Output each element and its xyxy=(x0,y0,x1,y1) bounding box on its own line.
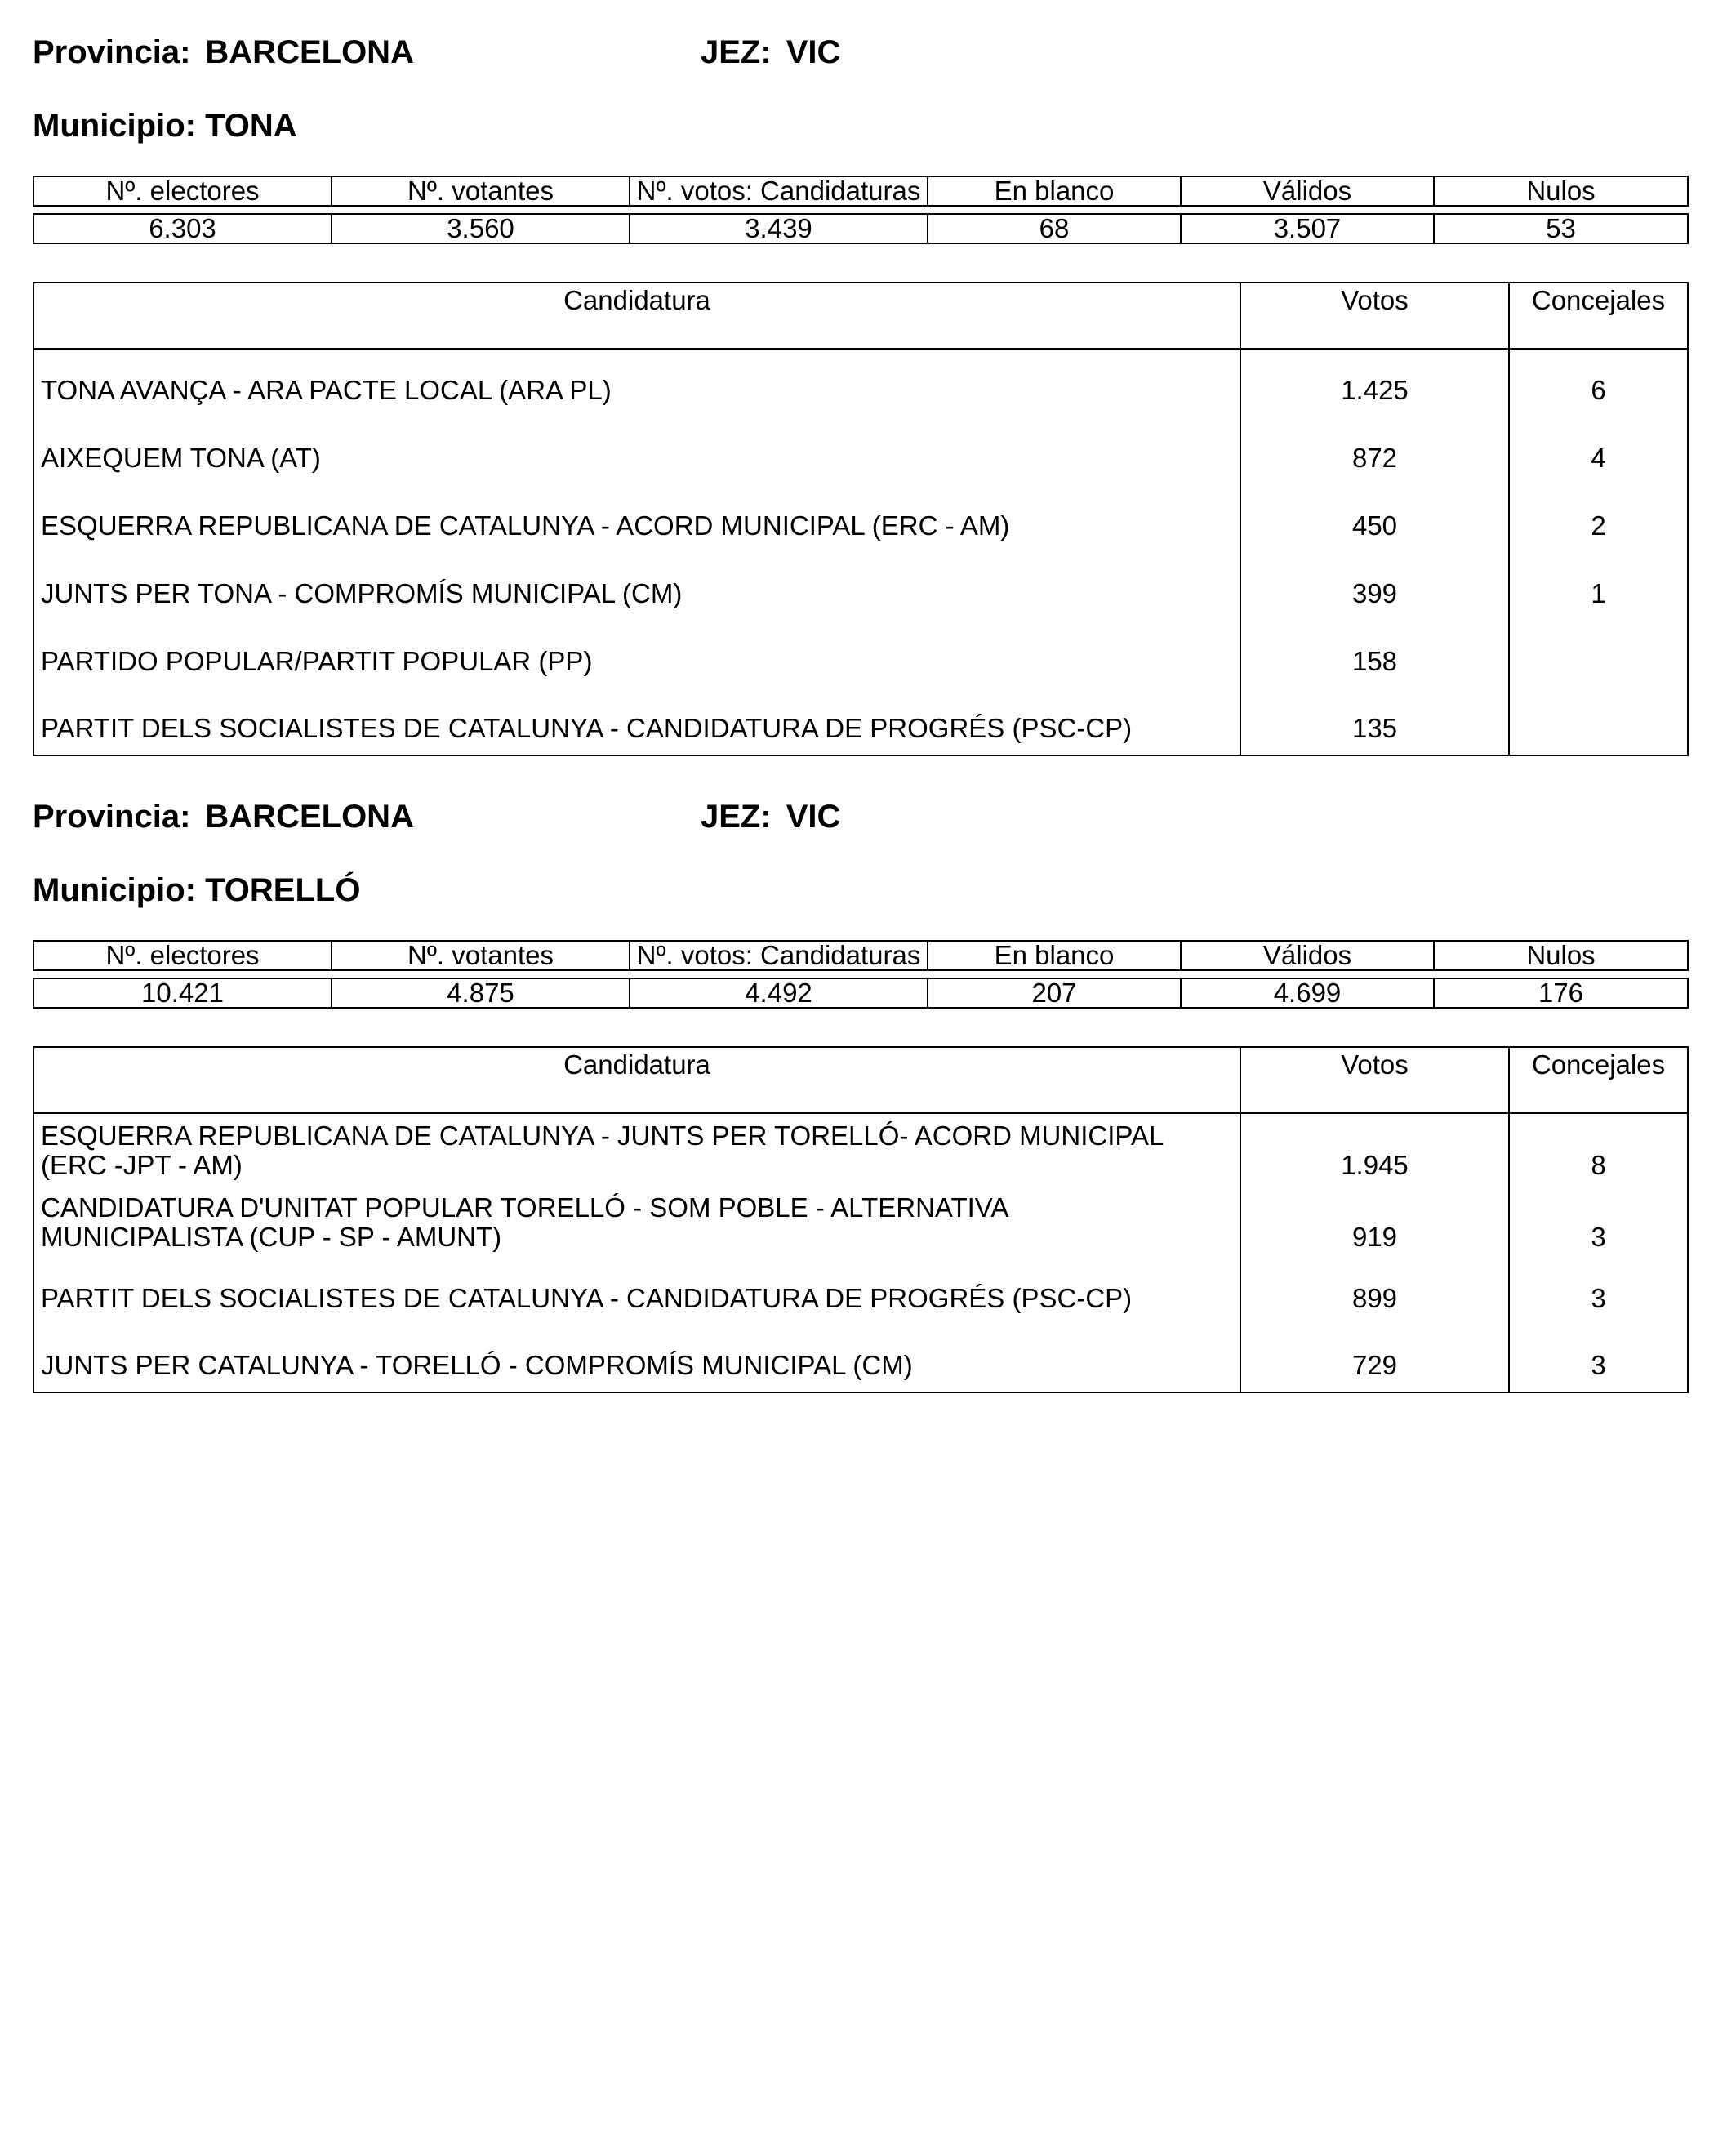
table-row xyxy=(33,1185,1688,1257)
candidatura-concejales xyxy=(1509,688,1688,755)
stats-value-nulos: 53 xyxy=(1434,214,1688,243)
candidatura-name xyxy=(33,1185,1240,1257)
municipio-section-torello xyxy=(33,764,1687,1401)
table-row xyxy=(33,1325,1688,1392)
stats-header-electores: Nº. electores xyxy=(33,941,332,970)
table-row xyxy=(33,620,1688,688)
jez-heading xyxy=(701,797,840,836)
candidatura-name: PARTIT DELS SOCIALISTES DE CATALUNYA - CANDIDATURA DE PROGRÉS (PSC-CP) xyxy=(33,688,1240,755)
candidatura-votos: 1.945 xyxy=(1240,1113,1509,1185)
stats-value-row xyxy=(33,214,1688,243)
candidatura-concejales xyxy=(1509,620,1688,688)
candidatura-name-line1: ESQUERRA REPUBLICANA DE CATALUNYA - JUNTS PER TORELLÓ- ACORD MUNICIPAL xyxy=(41,1120,1164,1151)
provincia-heading xyxy=(33,33,414,72)
candidatura-votos: 729 xyxy=(1240,1325,1509,1392)
municipio-heading xyxy=(33,871,360,910)
jez-label: JEZ: xyxy=(701,799,772,835)
municipio-section-tona xyxy=(33,0,1687,760)
municipio-value: TONA xyxy=(205,108,297,144)
candidaturas-table xyxy=(33,1046,1689,1393)
header-candidatura: Candidatura xyxy=(33,283,1240,349)
stats-table xyxy=(33,940,1689,1009)
jez-heading xyxy=(701,33,840,72)
stats-value-electores: 6.303 xyxy=(33,214,332,243)
header-votos: Votos xyxy=(1240,1047,1509,1113)
table-row xyxy=(33,349,1688,416)
stats-value-votos-candidaturas: 4.492 xyxy=(630,978,928,1008)
candidatura-name: AIXEQUEM TONA (AT) xyxy=(33,416,1240,484)
candidatura-concejales: 3 xyxy=(1591,1350,1606,1380)
stats-header-votos-candidaturas: Nº. votos: Candidaturas xyxy=(630,176,928,206)
candidatura-name: PARTIT DELS SOCIALISTES DE CATALUNYA - CANDIDATURA DE PROGRÉS (PSC-CP) xyxy=(33,1257,1240,1325)
table-row xyxy=(33,1113,1688,1185)
stats-value-votos-candidaturas: 3.439 xyxy=(630,214,928,243)
candidatura-name: JUNTS PER TONA - COMPROMÍS MUNICIPAL (CM) xyxy=(33,552,1240,620)
municipio-value: TORELLÓ xyxy=(205,872,361,908)
stats-header-votantes: Nº. votantes xyxy=(332,941,630,970)
candidatura-votos: 135 xyxy=(1240,688,1509,755)
candidatura-name: JUNTS PER CATALUNYA - TORELLÓ - COMPROMÍS MUNICIPAL (CM) xyxy=(33,1325,1240,1392)
candidatura-concejales: 2 xyxy=(1591,510,1606,541)
stats-header-row xyxy=(33,941,1688,970)
candidaturas-header-row xyxy=(33,283,1688,349)
table-row xyxy=(33,416,1688,484)
jez-value: VIC xyxy=(786,34,841,70)
candidatura-concejales: 4 xyxy=(1591,443,1606,473)
candidatura-votos: 399 xyxy=(1240,552,1509,620)
jez-value: VIC xyxy=(786,799,841,835)
header-votos: Votos xyxy=(1240,283,1509,349)
candidatura-concejales: 1 xyxy=(1591,578,1606,608)
municipio-heading xyxy=(33,106,297,145)
stats-value-nulos: 176 xyxy=(1434,978,1688,1008)
stats-header-row xyxy=(33,176,1688,206)
stats-header-validos: Válidos xyxy=(1181,941,1434,970)
candidatura-concejales: 8 xyxy=(1591,1150,1606,1180)
stats-value-en-blanco: 68 xyxy=(928,214,1181,243)
stats-header-electores: Nº. electores xyxy=(33,176,332,206)
candidatura-votos: 872 xyxy=(1240,416,1509,484)
stats-header-nulos: Nulos xyxy=(1434,941,1688,970)
candidatura-name xyxy=(33,1113,1240,1185)
candidatura-concejales: 3 xyxy=(1591,1283,1606,1313)
stats-value-validos: 4.699 xyxy=(1181,978,1434,1008)
header-concejales: Concejales xyxy=(1509,1047,1688,1113)
provincia-label: Provincia: xyxy=(33,799,191,835)
stats-header-validos: Válidos xyxy=(1181,176,1434,206)
stats-header-nulos: Nulos xyxy=(1434,176,1688,206)
municipio-label: Municipio: xyxy=(33,872,196,908)
candidatura-concejales: 6 xyxy=(1591,375,1606,405)
municipio-label: Municipio: xyxy=(33,108,196,144)
stats-value-electores: 10.421 xyxy=(33,978,332,1008)
candidatura-name-line1: CANDIDATURA D'UNITAT POPULAR TORELLÓ - SOM POBLE - ALTERNATIVA xyxy=(41,1192,1009,1223)
stats-header-votantes: Nº. votantes xyxy=(332,176,630,206)
stats-value-en-blanco: 207 xyxy=(928,978,1181,1008)
provincia-value: BARCELONA xyxy=(205,799,414,835)
stats-value-votantes: 3.560 xyxy=(332,214,630,243)
stats-value-row xyxy=(33,978,1688,1008)
header-candidatura: Candidatura xyxy=(33,1047,1240,1113)
table-row xyxy=(33,484,1688,552)
candidatura-name: PARTIDO POPULAR/PARTIT POPULAR (PP) xyxy=(33,620,1240,688)
candidatura-concejales: 3 xyxy=(1591,1222,1606,1252)
candidatura-name-line2: (ERC -JPT - AM) xyxy=(41,1150,243,1180)
candidaturas-header-row xyxy=(33,1047,1688,1113)
provincia-value: BARCELONA xyxy=(205,34,414,70)
candidatura-votos: 158 xyxy=(1240,620,1509,688)
stats-header-en-blanco: En blanco xyxy=(928,176,1181,206)
candidatura-votos: 450 xyxy=(1240,484,1509,552)
stats-header-en-blanco: En blanco xyxy=(928,941,1181,970)
candidatura-name: ESQUERRA REPUBLICANA DE CATALUNYA - ACORD MUNICIPAL (ERC - AM) xyxy=(33,484,1240,552)
candidatura-name: TONA AVANÇA - ARA PACTE LOCAL (ARA PL) xyxy=(33,349,1240,416)
stats-value-validos: 3.507 xyxy=(1181,214,1434,243)
table-row xyxy=(33,1257,1688,1325)
candidatura-votos: 919 xyxy=(1240,1185,1509,1257)
candidatura-votos: 899 xyxy=(1240,1257,1509,1325)
jez-label: JEZ: xyxy=(701,34,772,70)
candidatura-name-line2: MUNICIPALISTA (CUP - SP - AMUNT) xyxy=(41,1222,502,1252)
candidaturas-table xyxy=(33,282,1689,756)
table-row xyxy=(33,552,1688,620)
stats-table xyxy=(33,176,1689,244)
header-concejales: Concejales xyxy=(1509,283,1688,349)
provincia-label: Provincia: xyxy=(33,34,191,70)
provincia-heading xyxy=(33,797,414,836)
stats-value-votantes: 4.875 xyxy=(332,978,630,1008)
candidatura-votos: 1.425 xyxy=(1240,349,1509,416)
stats-header-votos-candidaturas: Nº. votos: Candidaturas xyxy=(630,941,928,970)
table-row xyxy=(33,688,1688,755)
